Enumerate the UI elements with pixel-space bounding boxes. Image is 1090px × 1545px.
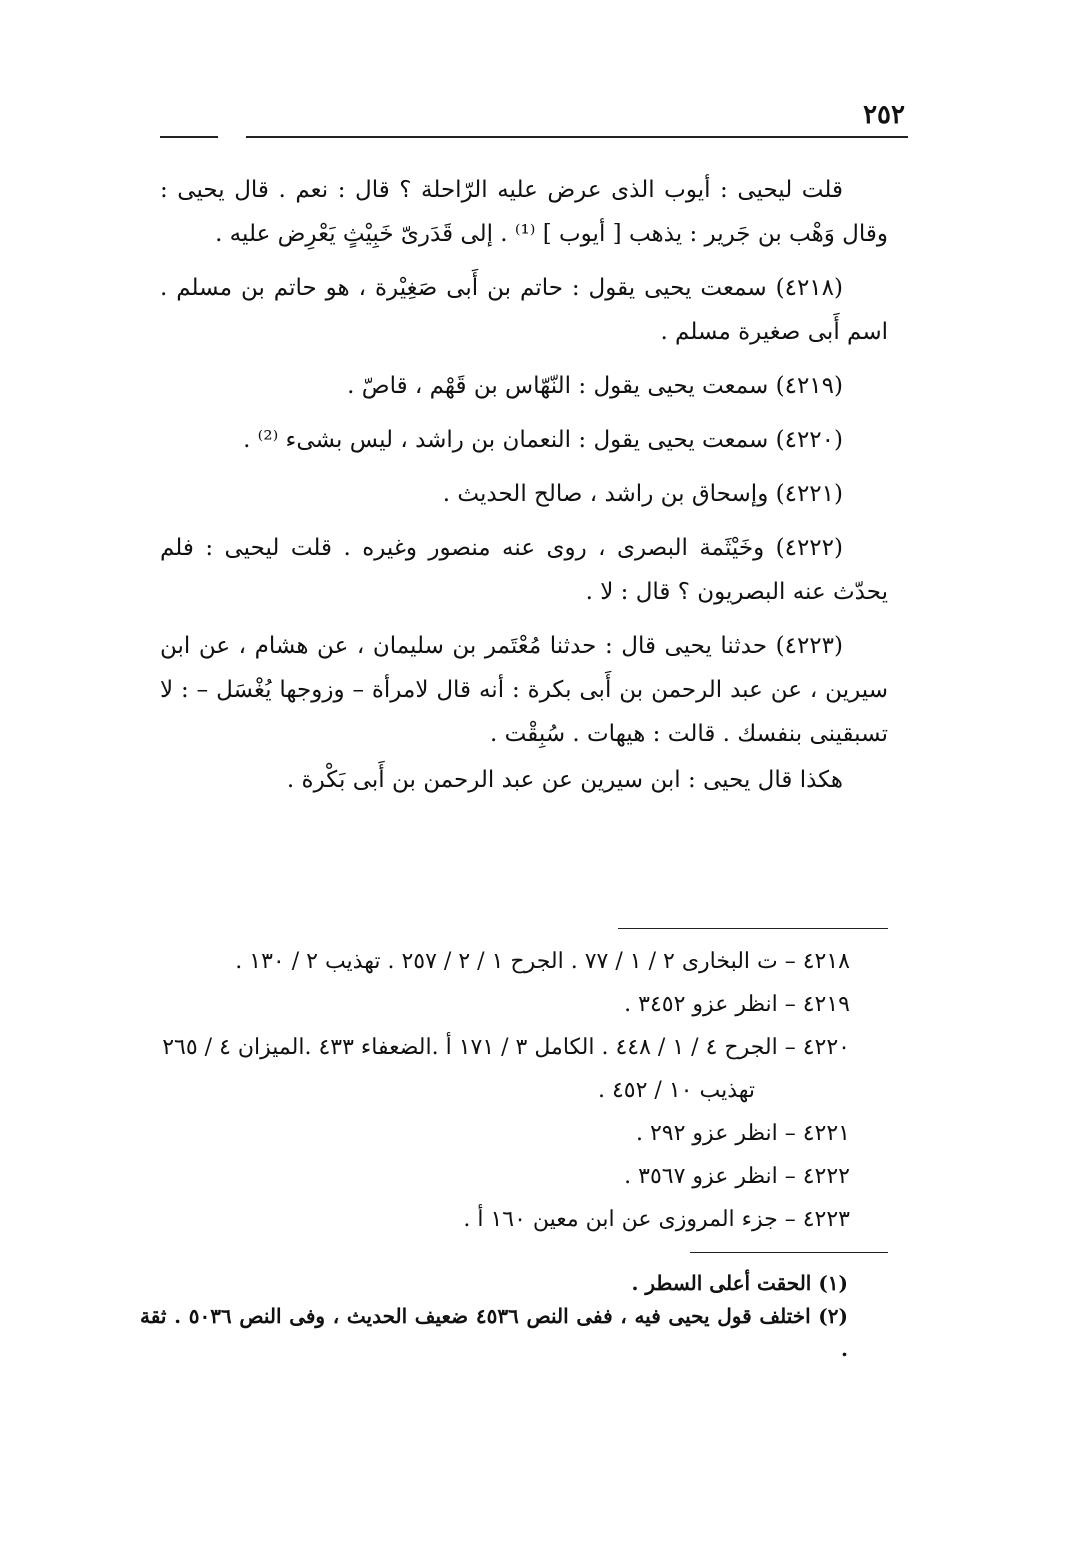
page-number: ٢٥٢ (863, 100, 905, 130)
reference-4223: ٤٢٢٣ – جزء المروزى عن ابن معين ١٦٠ أ . (463, 1207, 850, 1232)
header-rule-gap (218, 133, 246, 139)
header-rule (160, 136, 908, 138)
references-list (150, 940, 850, 1241)
reference-4218: ٤٢١٨ – ت البخارى ٢ / ١ / ٧٧ . الجرح ١ / ٢ / ٢٥٧ . تهذيب ٢ / ١٣٠ . (235, 949, 850, 974)
footnotes (140, 1267, 848, 1366)
reference-4220-continued: تهذيب ١٠ / ٤٥٢ . (597, 1078, 755, 1103)
footnote-1: (١) الحقت أعلى السطر . (631, 1271, 848, 1295)
reference-4222: ٤٢٢٢ – انظر عزو ٣٥٦٧ . (624, 1164, 850, 1189)
reference-4221: ٤٢٢١ – انظر عزو ٢٩٢ . (635, 1121, 850, 1146)
entry-4221: (٤٢٢١) وإسحاق بن راشد ، صالح الحديث . (442, 481, 843, 507)
entry-4222: (٤٢٢٢) وخَيْثَمة البصرى ، روى عنه منصور وغيره . قلت ليحيى : فلم يحدّث عنه البصريون ؟ قال : لا . (160, 535, 888, 605)
paragraph-intro: قلت ليحيى : أيوب الذى عرض عليه الرّاحلة ؟ قال : نعم . قال يحيى : وقال وَهْب بن جَرير : يذهب [ أيوب ] ⁽¹⁾ . إلى قَدَرىّ خَبِيْثٍ يَعْرِض عليه . (160, 177, 888, 247)
entry-4220: (٤٢٢٠) سمعت يحيى يقول : النعمان بن راشد ، ليس بشىء ⁽²⁾ . (243, 427, 843, 453)
entry-4218: (٤٢١٨) سمعت يحيى يقول : حاتم بن أَبى صَغِيْرة ، هو حاتم بن مسلم . اسم أَبى صغيرة مسلم . (160, 275, 888, 345)
reference-4220: ٤٢٢٠ – الجرح ٤ / ١ / ٤٤٨ . الكامل ٣ / ١٧١ أ .الضعفاء ٤٣٣ .الميزان ٤ / ٢٦٥ (162, 1035, 850, 1060)
references-separator (618, 928, 888, 929)
footnotes-separator (690, 1252, 888, 1253)
entry-4223: (٤٢٢٣) حدثنا يحيى قال : حدثنا مُعْتَمر بن سليمان ، عن هشام ، عن ابن سيرين ، عن عبد الرحمن بن أَبى بكرة : أنه قال لامرأة – وزوجها يُغْسَل – : لا تسبقينى بنفسك . قالت : هيهات . سُبِقْت . (160, 633, 888, 747)
entry-4219: (٤٢١٩) سمعت يحيى يقول : النّهّاس بن قَهْم ، قاصّ . (347, 373, 843, 399)
closing-remark: هكذا قال يحيى : ابن سيرين عن عبد الرحمن بن أَبى بَكْرة . (286, 767, 843, 793)
footnote-2: (٢) اختلف قول يحيى فيه ، ففى النص ٤٥٣٦ ضعيف الحديث ، وفى النص ٥٠٣٦ . ثقة . (140, 1304, 848, 1361)
reference-4219: ٤٢١٩ – انظر عزو ٣٤٥٢ . (624, 992, 850, 1017)
main-text (160, 168, 888, 812)
